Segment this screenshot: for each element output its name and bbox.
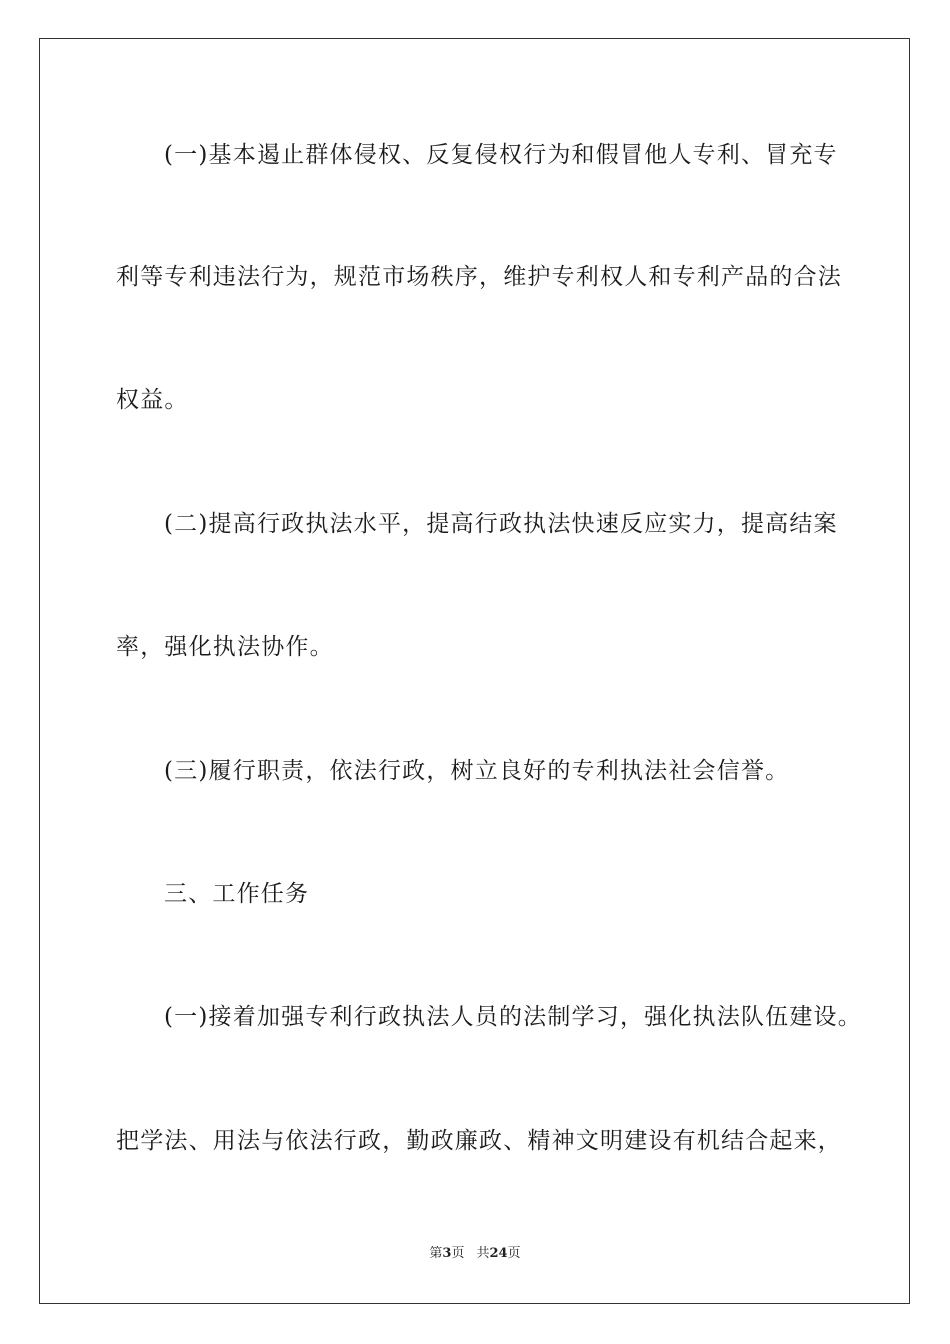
section-heading: 三、工作任务 [164, 881, 310, 907]
footer-total-prefix: 共 [476, 1246, 490, 1261]
paragraph-line: 把学法、用法与依法行政，勤政廉政、精神文明建设有机结合起来， [116, 1128, 842, 1154]
paragraph-line: (三)履行职责，依法行政，树立良好的专利执法社会信誉。 [164, 758, 790, 784]
paragraph-line: 权益。 [116, 387, 189, 413]
paragraph-line: (一)基本遏止群体侵权、反复侵权行为和假冒他人专利、冒充专 [164, 142, 838, 168]
page-footer [0, 1244, 950, 1264]
page-frame [39, 38, 910, 1304]
footer-page-suffix: 页 [451, 1246, 465, 1261]
footer-page-prefix: 第 [429, 1246, 443, 1261]
paragraph-line: (一)接着加强专利行政执法人员的法制学习，强化执法队伍建设。 [164, 1004, 862, 1030]
footer-total-pages: 24 [489, 1246, 508, 1261]
footer-page-number: 3 [442, 1246, 452, 1261]
paragraph-line: 率，强化执法协作。 [116, 634, 334, 660]
footer-total-suffix: 页 [507, 1246, 521, 1261]
paragraph-line: 利等专利违法行为，规范市场秩序，维护专利权人和专利产品的合法 [116, 264, 842, 290]
paragraph-line: (二)提高行政执法水平，提高行政执法快速反应实力，提高结案 [164, 511, 838, 537]
